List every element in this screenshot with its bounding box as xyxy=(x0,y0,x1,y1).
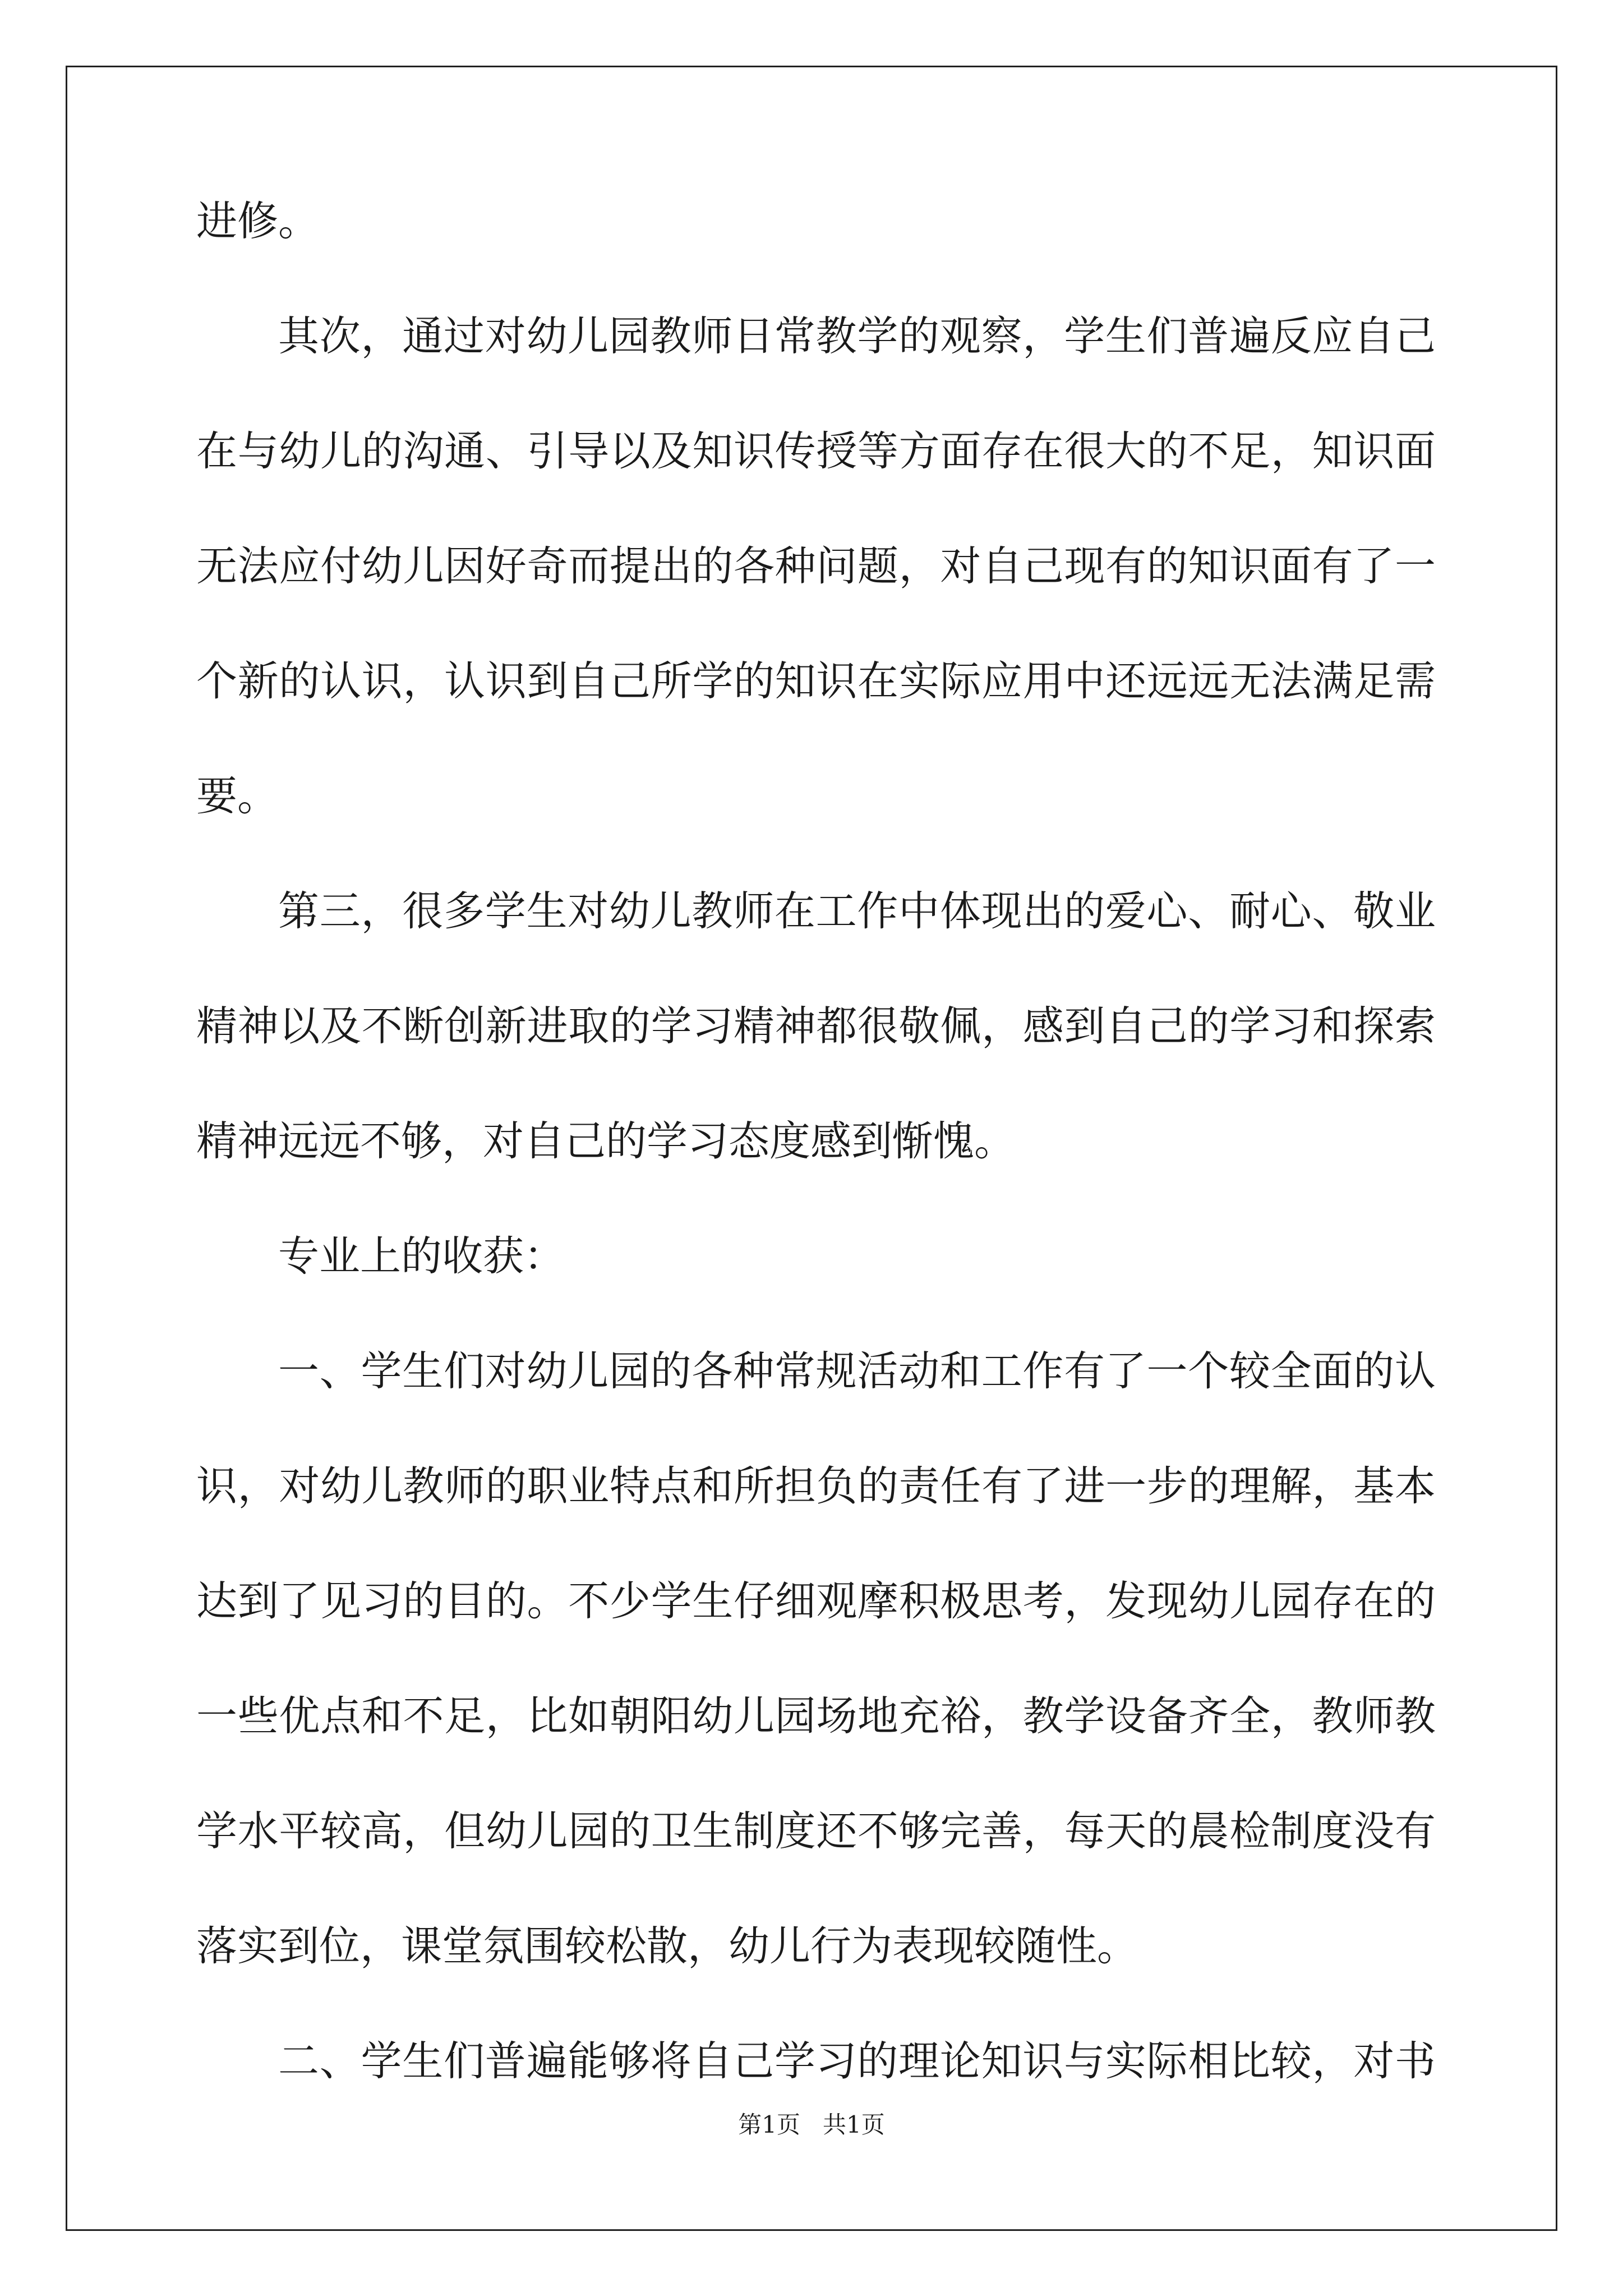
text-line: 进修。 xyxy=(196,197,319,245)
text-line: 一些优点和不足，比如朝阳幼儿园场地充裕，教学设备齐全，教师教 xyxy=(196,1692,1436,1740)
text-line: 精神以及不断创新进取的学习精神都很敬佩，感到自己的学习和探索 xyxy=(196,1002,1436,1050)
text-line: 落实到位，课堂氛围较松散，幼儿行为表现较随性。 xyxy=(196,1922,1138,1970)
text-line: 精神远远不够，对自己的学习态度感到惭愧。 xyxy=(196,1117,1015,1165)
text-line: 个新的认识，认识到自己所学的知识在实际应用中还远远无法满足需 xyxy=(196,657,1436,705)
text-line: 识，对幼儿教师的职业特点和所担负的责任有了进一步的理解，基本 xyxy=(196,1462,1436,1510)
paragraph-start-line: 第三，很多学生对幼儿教师在工作中体现出的爱心、耐心、敬业 xyxy=(278,887,1436,935)
section-heading: 专业上的收获： xyxy=(278,1232,565,1280)
paragraph-start-line: 二、学生们普遍能够将自己学习的理论知识与实际相比较，对书 xyxy=(278,2037,1436,2085)
text-line: 无法应付幼儿因好奇而提出的各种问题，对自己现有的知识面有了一 xyxy=(196,542,1436,590)
paragraph-start-line: 一、学生们对幼儿园的各种常规活动和工作有了一个较全面的认 xyxy=(278,1347,1436,1395)
text-line: 要。 xyxy=(196,772,278,820)
text-line: 学水平较高，但幼儿园的卫生制度还不够完善，每天的晨检制度没有 xyxy=(196,1807,1436,1855)
paragraph-start-line: 其次，通过对幼儿园教师日常教学的观察，学生们普遍反应自己 xyxy=(278,312,1436,360)
text-line: 达到了见习的目的。不少学生仔细观摩积极思考，发现幼儿园存在的 xyxy=(196,1577,1436,1625)
page-footer: 第1页 共1页 xyxy=(738,2111,885,2138)
text-line: 在与幼儿的沟通、引导以及知识传授等方面存在很大的不足，知识面 xyxy=(196,427,1436,475)
